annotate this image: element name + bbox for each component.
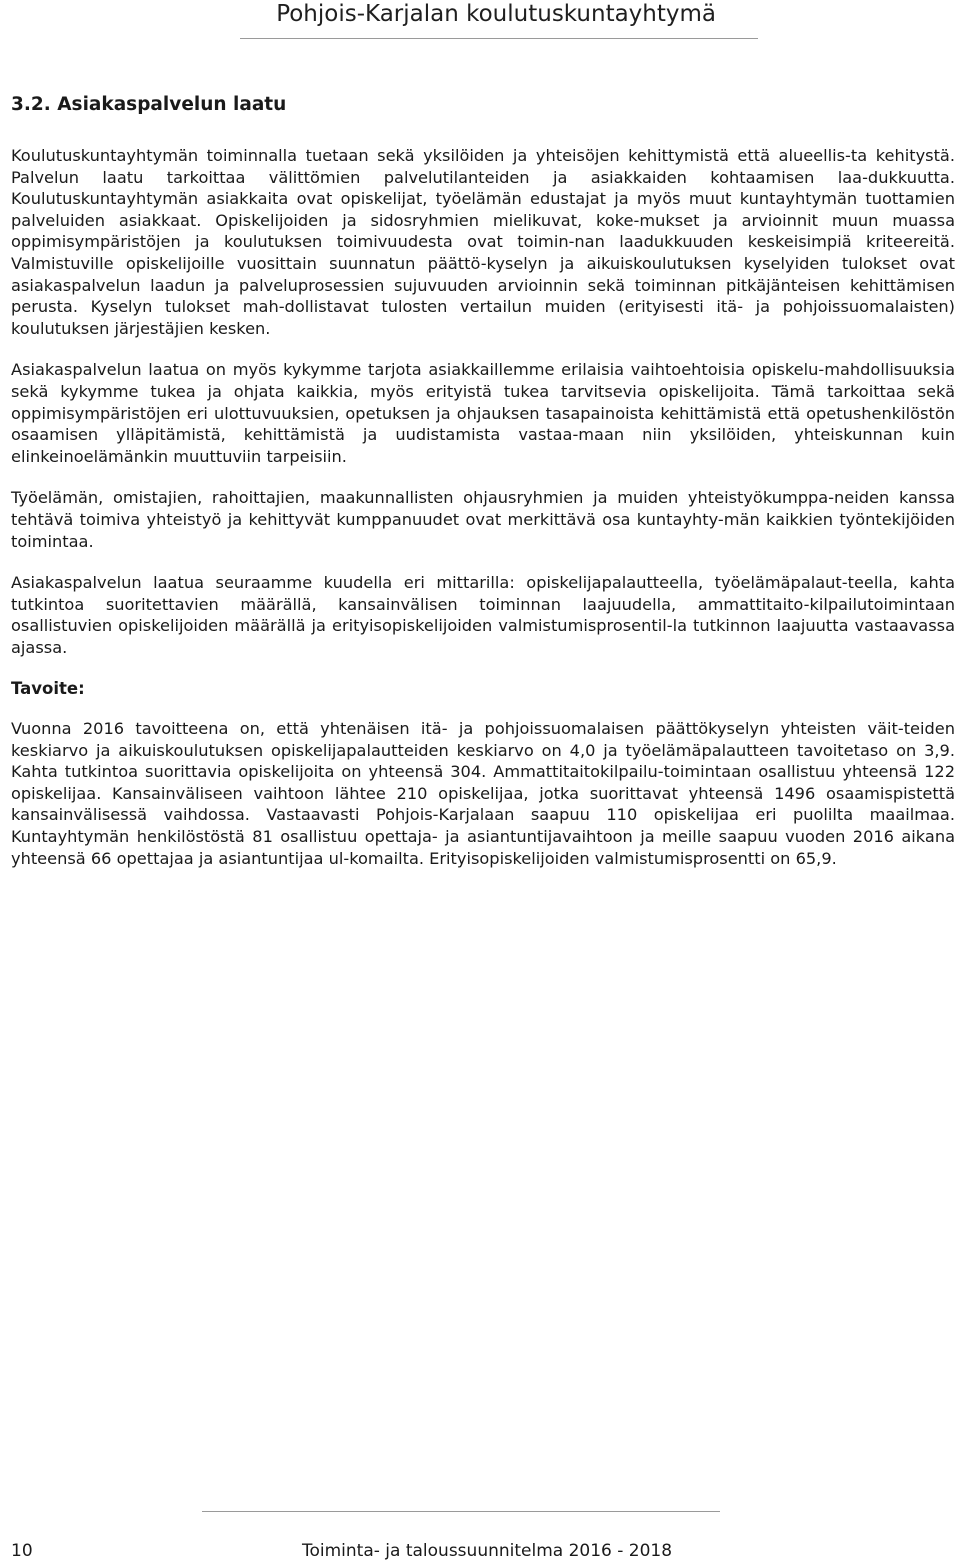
paragraph-2: Asiakaspalvelun laatua on myös kykymme tarjota asiakkaillemme erilaisia vaihtoehtoisia opiskelu-mahdollisuuksia sekä kykymme tukea ja ohjata kaikkia, myös erityistä tukea tarvitsevia opiskelijoita. Tämä tarkoittaa sekä oppimisympäristöjen eri ulottuvuuksien, opetuksen ja ohjauksen tasapainoista kehittämistä että opetushenkilöstön osaamisen ylläpitämistä, kehittämistä ja uudistamista vastaa-maan niin yksilöiden, yhteiskunnan kuin elinkeinoelämänkin muuttuviin tarpeisiin. [11,360,955,466]
page-number: 10 [11,1541,33,1561]
paragraph-4: Asiakaspalvelun laatua seuraamme kuudella eri mittarilla: opiskelijapalautteella, työelämäpalaut-teella, kahta tutkintoa suoritettavien määrällä, kansainvälisen toiminnan laajuudella, ammattitaito-kilpailutoimintaan osallistuvien opiskelijoiden määrällä ja erityisopiskelijoiden valmistumisprosentil-la tutkinnon laajuutta vastaavassa ajassa. [11,573,955,657]
header-divider [240,38,758,39]
goal-heading: Tavoite: [11,679,85,699]
footer-divider [202,1511,720,1512]
section-heading: 3.2. Asiakaspalvelun laatu [11,94,287,115]
paragraph-1: Koulutuskuntayhtymän toiminnalla tuetaan sekä yksilöiden ja yhteisöjen kehittymistä että alueellis-ta kehitystä. Palvelun laatu tarkoittaa välittömien palvelutilanteiden ja asiakkaiden kohtaamisen laa-dukkuutta. Koulutuskuntayhtymän asiakkaita ovat opiskelijat, työelämän edustajat ja myös muut kuntayhtymän tuottamien palveluiden asiakkaat. Opiskelijoiden ja sidosryhmien mielikuvat, koke-mukset ja arvioinnit muun muassa oppimisympäristöjen ja koulutuksen toimivuudesta ovat toimin-nan laadukkuuden keskeisimpiä kriteereitä. Valmistuville opiskelijoille vuosittain suunnatun päättö-kyselyn ja aikuiskoulutuksen kyselyiden tulokset ovat asiakaspalvelun laadun ja palveluprosessien sujuvuuden arvioinnin sekä toiminnan pitkäjänteisen kehittämisen perusta. Kyselyn tulokset mah-dollistavat tulosten vertailun muiden (erityisesti itä- ja pohjoissuomalaisten) koulutuksen järjestäjien kesken. [11,146,955,338]
footer-document-title: Toiminta- ja taloussuunnitelma 2016 - 2018 [302,1541,673,1561]
goal-paragraph: Vuonna 2016 tavoitteena on, että yhtenäisen itä- ja pohjoissuomalaisen päättökyselyn yhteisten väit-teiden keskiarvo ja aikuiskoulutuksen opiskelijapalautteiden keskiarvo on 4,0 ja työelämäpalautteen tavoitetaso on 3,9. Kahta tutkintoa suorittavia opiskelijoita on yhteensä 304. Ammattitaitokilpailu-toimintaan osallistuu yhteensä 122 opiskelijaa. Kansainväliseen vaihtoon lähtee 210 opiskelijaa, jotka suorittavat yhteensä 1496 osaamispistettä kansainvälisessä vaihdossa. Vastaavasti Pohjois-Karjalaan saapuu 110 opiskelijaa eri puolilta maailmaa. Kuntayhtymän henkilöstöstä 81 osallistuu opettaja- ja asiantuntijavaihtoon ja meille saapuu vuoden 2016 aikana yhteensä 66 opettajaa ja asiantuntijaa ul-komailta. Erityisopiskelijoiden valmistumisprosentti on 65,9. [11,719,955,868]
paragraph-3: Työelämän, omistajien, rahoittajien, maakunnallisten ohjausryhmien ja muiden yhteistyökumppa-neiden kanssa tehtävä toimiva yhteistyö ja kehittyvät kumppanuudet ovat merkittävä osa kuntayhty-män kaikkien työntekijöiden toimintaa. [11,488,955,551]
body-text [11,145,955,889]
running-header-title: Pohjois-Karjalan koulutuskuntayhtymä [276,1,716,27]
